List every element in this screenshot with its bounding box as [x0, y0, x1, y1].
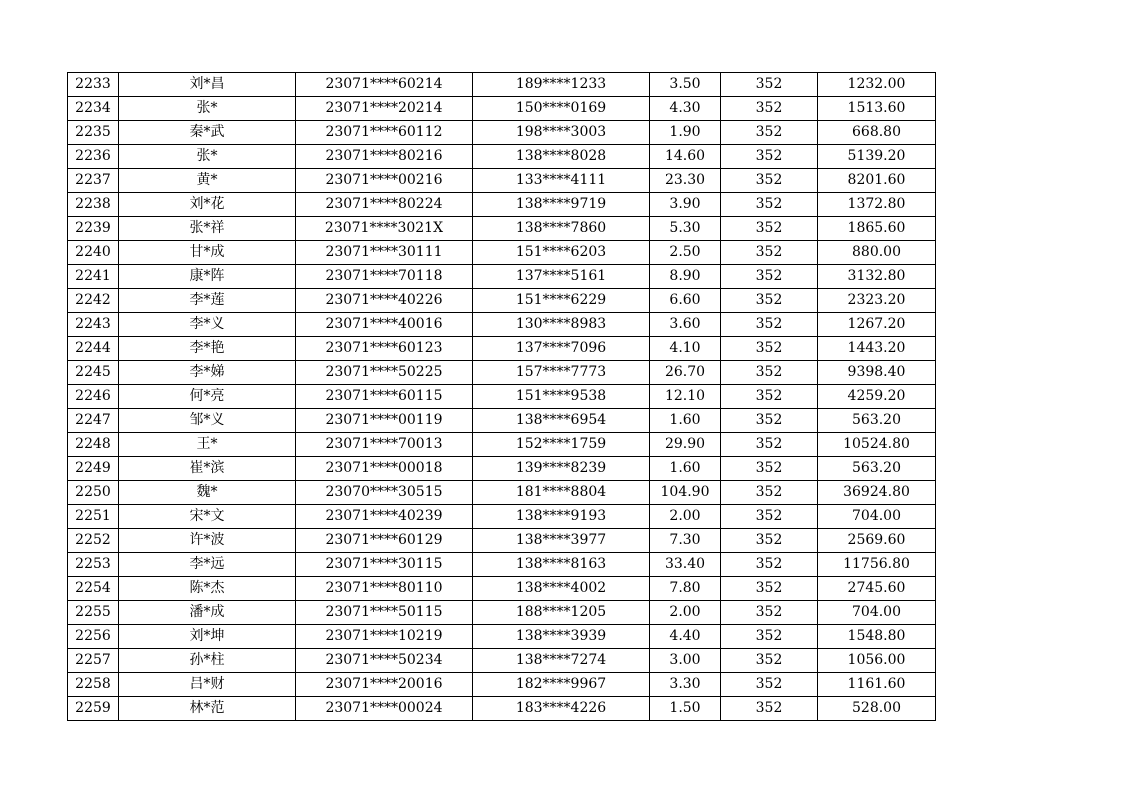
row-number-cell: 2236	[68, 145, 119, 169]
area-cell: 14.60	[650, 145, 721, 169]
row-number-cell: 2259	[68, 697, 119, 721]
row-number-cell: 2234	[68, 97, 119, 121]
id-number-cell: 23071****70013	[296, 433, 473, 457]
row-number-cell: 2244	[68, 337, 119, 361]
id-number-cell: 23071****00119	[296, 409, 473, 433]
name-cell: 宋*文	[119, 505, 296, 529]
area-cell: 3.00	[650, 649, 721, 673]
table-row	[68, 169, 936, 193]
row-number-cell: 2233	[68, 73, 119, 97]
area-cell: 2.00	[650, 505, 721, 529]
phone-cell: 137****7096	[473, 337, 650, 361]
phone-cell: 181****8804	[473, 481, 650, 505]
name-cell: 李*远	[119, 553, 296, 577]
amount-cell: 9398.40	[818, 361, 936, 385]
name-cell: 张*	[119, 97, 296, 121]
amount-cell: 1161.60	[818, 673, 936, 697]
rate-cell: 352	[721, 697, 818, 721]
name-cell: 康*阵	[119, 265, 296, 289]
row-number-cell: 2250	[68, 481, 119, 505]
phone-cell: 138****4002	[473, 577, 650, 601]
rate-cell: 352	[721, 577, 818, 601]
area-cell: 26.70	[650, 361, 721, 385]
id-number-cell: 23071****20016	[296, 673, 473, 697]
amount-cell: 704.00	[818, 505, 936, 529]
rate-cell: 352	[721, 505, 818, 529]
area-cell: 3.30	[650, 673, 721, 697]
id-number-cell: 23071****80216	[296, 145, 473, 169]
phone-cell: 151****6203	[473, 241, 650, 265]
rate-cell: 352	[721, 601, 818, 625]
rate-cell: 352	[721, 649, 818, 673]
area-cell: 8.90	[650, 265, 721, 289]
amount-cell: 2323.20	[818, 289, 936, 313]
name-cell: 张*祥	[119, 217, 296, 241]
id-number-cell: 23071****30111	[296, 241, 473, 265]
rate-cell: 352	[721, 481, 818, 505]
rate-cell: 352	[721, 361, 818, 385]
id-number-cell: 23071****60129	[296, 529, 473, 553]
rate-cell: 352	[721, 121, 818, 145]
name-cell: 魏*	[119, 481, 296, 505]
table-row	[68, 241, 936, 265]
phone-cell: 133****4111	[473, 169, 650, 193]
amount-cell: 880.00	[818, 241, 936, 265]
amount-cell: 36924.80	[818, 481, 936, 505]
rate-cell: 352	[721, 673, 818, 697]
row-number-cell: 2255	[68, 601, 119, 625]
amount-cell: 10524.80	[818, 433, 936, 457]
id-number-cell: 23071****60115	[296, 385, 473, 409]
rate-cell: 352	[721, 97, 818, 121]
table-row	[68, 145, 936, 169]
row-number-cell: 2246	[68, 385, 119, 409]
id-number-cell: 23071****50115	[296, 601, 473, 625]
id-number-cell: 23071****00216	[296, 169, 473, 193]
area-cell: 2.50	[650, 241, 721, 265]
name-cell: 何*亮	[119, 385, 296, 409]
phone-cell: 138****6954	[473, 409, 650, 433]
name-cell: 许*波	[119, 529, 296, 553]
amount-cell: 563.20	[818, 457, 936, 481]
name-cell: 刘*花	[119, 193, 296, 217]
table-row	[68, 529, 936, 553]
phone-cell: 152****1759	[473, 433, 650, 457]
phone-cell: 188****1205	[473, 601, 650, 625]
name-cell: 黄*	[119, 169, 296, 193]
name-cell: 李*义	[119, 313, 296, 337]
amount-cell: 2569.60	[818, 529, 936, 553]
table-row	[68, 97, 936, 121]
table-row	[68, 409, 936, 433]
table-row	[68, 457, 936, 481]
table-row	[68, 601, 936, 625]
phone-cell: 138****8163	[473, 553, 650, 577]
phone-cell: 138****9719	[473, 193, 650, 217]
area-cell: 29.90	[650, 433, 721, 457]
id-number-cell: 23071****70118	[296, 265, 473, 289]
amount-cell: 1232.00	[818, 73, 936, 97]
phone-cell: 189****1233	[473, 73, 650, 97]
table-row	[68, 553, 936, 577]
phone-cell: 139****8239	[473, 457, 650, 481]
row-number-cell: 2243	[68, 313, 119, 337]
id-number-cell: 23071****50225	[296, 361, 473, 385]
area-cell: 2.00	[650, 601, 721, 625]
phone-cell: 151****6229	[473, 289, 650, 313]
area-cell: 3.50	[650, 73, 721, 97]
amount-cell: 3132.80	[818, 265, 936, 289]
name-cell: 甘*成	[119, 241, 296, 265]
area-cell: 5.30	[650, 217, 721, 241]
area-cell: 104.90	[650, 481, 721, 505]
area-cell: 33.40	[650, 553, 721, 577]
row-number-cell: 2248	[68, 433, 119, 457]
row-number-cell: 2240	[68, 241, 119, 265]
amount-cell: 1548.80	[818, 625, 936, 649]
amount-cell: 704.00	[818, 601, 936, 625]
row-number-cell: 2253	[68, 553, 119, 577]
id-number-cell: 23071****20214	[296, 97, 473, 121]
table-row	[68, 673, 936, 697]
id-number-cell: 23071****3021X	[296, 217, 473, 241]
name-cell: 刘*昌	[119, 73, 296, 97]
phone-cell: 151****9538	[473, 385, 650, 409]
area-cell: 12.10	[650, 385, 721, 409]
row-number-cell: 2247	[68, 409, 119, 433]
table-row	[68, 505, 936, 529]
row-number-cell: 2239	[68, 217, 119, 241]
amount-cell: 1443.20	[818, 337, 936, 361]
area-cell: 23.30	[650, 169, 721, 193]
phone-cell: 138****7274	[473, 649, 650, 673]
rate-cell: 352	[721, 385, 818, 409]
table-body	[68, 73, 936, 721]
id-number-cell: 23071****30115	[296, 553, 473, 577]
name-cell: 李*艳	[119, 337, 296, 361]
id-number-cell: 23071****60112	[296, 121, 473, 145]
area-cell: 4.30	[650, 97, 721, 121]
amount-cell: 1056.00	[818, 649, 936, 673]
phone-cell: 130****8983	[473, 313, 650, 337]
amount-cell: 668.80	[818, 121, 936, 145]
id-number-cell: 23071****60214	[296, 73, 473, 97]
rate-cell: 352	[721, 169, 818, 193]
table-row	[68, 73, 936, 97]
table-row	[68, 337, 936, 361]
rate-cell: 352	[721, 73, 818, 97]
row-number-cell: 2256	[68, 625, 119, 649]
amount-cell: 2745.60	[818, 577, 936, 601]
phone-cell: 138****8028	[473, 145, 650, 169]
table-row	[68, 265, 936, 289]
rate-cell: 352	[721, 217, 818, 241]
phone-cell: 137****5161	[473, 265, 650, 289]
table-row	[68, 193, 936, 217]
amount-cell: 4259.20	[818, 385, 936, 409]
amount-cell: 528.00	[818, 697, 936, 721]
name-cell: 李*莲	[119, 289, 296, 313]
area-cell: 1.90	[650, 121, 721, 145]
rate-cell: 352	[721, 289, 818, 313]
rate-cell: 352	[721, 265, 818, 289]
table-row	[68, 289, 936, 313]
id-number-cell: 23071****50234	[296, 649, 473, 673]
id-number-cell: 23071****80110	[296, 577, 473, 601]
amount-cell: 563.20	[818, 409, 936, 433]
table-row	[68, 433, 936, 457]
name-cell: 李*娣	[119, 361, 296, 385]
area-cell: 3.90	[650, 193, 721, 217]
rate-cell: 352	[721, 457, 818, 481]
id-number-cell: 23071****00024	[296, 697, 473, 721]
row-number-cell: 2251	[68, 505, 119, 529]
rate-cell: 352	[721, 433, 818, 457]
amount-cell: 1865.60	[818, 217, 936, 241]
row-number-cell: 2257	[68, 649, 119, 673]
row-number-cell: 2254	[68, 577, 119, 601]
rate-cell: 352	[721, 193, 818, 217]
area-cell: 1.60	[650, 409, 721, 433]
area-cell: 3.60	[650, 313, 721, 337]
row-number-cell: 2241	[68, 265, 119, 289]
phone-cell: 138****9193	[473, 505, 650, 529]
table-row	[68, 625, 936, 649]
name-cell: 邹*义	[119, 409, 296, 433]
name-cell: 潘*成	[119, 601, 296, 625]
rate-cell: 352	[721, 241, 818, 265]
rate-cell: 352	[721, 145, 818, 169]
table-row	[68, 217, 936, 241]
id-number-cell: 23070****30515	[296, 481, 473, 505]
amount-cell: 1267.20	[818, 313, 936, 337]
phone-cell: 157****7773	[473, 361, 650, 385]
table-row	[68, 385, 936, 409]
rate-cell: 352	[721, 337, 818, 361]
table-row	[68, 481, 936, 505]
row-number-cell: 2249	[68, 457, 119, 481]
id-number-cell: 23071****40239	[296, 505, 473, 529]
id-number-cell: 23071****80224	[296, 193, 473, 217]
area-cell: 4.40	[650, 625, 721, 649]
name-cell: 刘*坤	[119, 625, 296, 649]
phone-cell: 138****7860	[473, 217, 650, 241]
amount-cell: 8201.60	[818, 169, 936, 193]
row-number-cell: 2235	[68, 121, 119, 145]
name-cell: 吕*财	[119, 673, 296, 697]
phone-cell: 198****3003	[473, 121, 650, 145]
amount-cell: 1372.80	[818, 193, 936, 217]
name-cell: 王*	[119, 433, 296, 457]
id-number-cell: 23071****60123	[296, 337, 473, 361]
table-row	[68, 313, 936, 337]
area-cell: 1.50	[650, 697, 721, 721]
area-cell: 1.60	[650, 457, 721, 481]
name-cell: 林*范	[119, 697, 296, 721]
table-row	[68, 361, 936, 385]
area-cell: 7.30	[650, 529, 721, 553]
name-cell: 崔*滨	[119, 457, 296, 481]
row-number-cell: 2238	[68, 193, 119, 217]
area-cell: 6.60	[650, 289, 721, 313]
name-cell: 陈*杰	[119, 577, 296, 601]
id-number-cell: 23071****40226	[296, 289, 473, 313]
rate-cell: 352	[721, 313, 818, 337]
phone-cell: 138****3939	[473, 625, 650, 649]
name-cell: 张*	[119, 145, 296, 169]
phone-cell: 138****3977	[473, 529, 650, 553]
rate-cell: 352	[721, 553, 818, 577]
rate-cell: 352	[721, 529, 818, 553]
phone-cell: 183****4226	[473, 697, 650, 721]
table-row	[68, 577, 936, 601]
rate-cell: 352	[721, 409, 818, 433]
id-number-cell: 23071****00018	[296, 457, 473, 481]
id-number-cell: 23071****10219	[296, 625, 473, 649]
name-cell: 秦*武	[119, 121, 296, 145]
amount-cell: 5139.20	[818, 145, 936, 169]
row-number-cell: 2252	[68, 529, 119, 553]
table-row	[68, 121, 936, 145]
area-cell: 4.10	[650, 337, 721, 361]
phone-cell: 150****0169	[473, 97, 650, 121]
area-cell: 7.80	[650, 577, 721, 601]
name-cell: 孙*柱	[119, 649, 296, 673]
amount-cell: 1513.60	[818, 97, 936, 121]
amount-cell: 11756.80	[818, 553, 936, 577]
row-number-cell: 2237	[68, 169, 119, 193]
row-number-cell: 2242	[68, 289, 119, 313]
table-row	[68, 649, 936, 673]
row-number-cell: 2258	[68, 673, 119, 697]
row-number-cell: 2245	[68, 361, 119, 385]
data-table	[67, 72, 936, 721]
phone-cell: 182****9967	[473, 673, 650, 697]
id-number-cell: 23071****40016	[296, 313, 473, 337]
rate-cell: 352	[721, 625, 818, 649]
table-row	[68, 697, 936, 721]
